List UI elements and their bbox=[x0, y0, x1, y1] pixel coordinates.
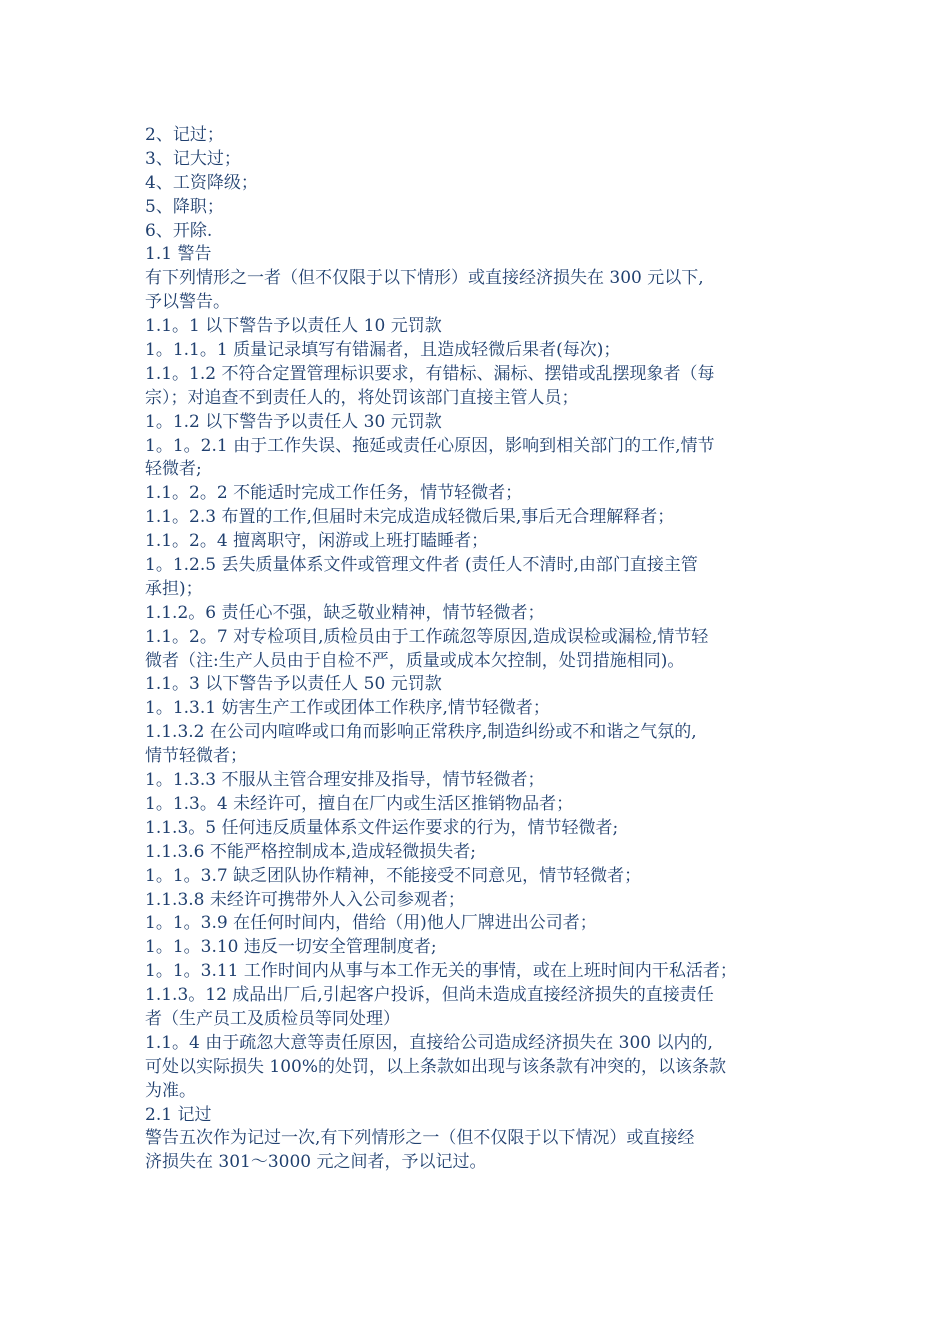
text-line: 可处以实际损失 100%的处罚，以上条款如出现与该条款有冲突的，以该条款 bbox=[145, 1056, 727, 1077]
text-line: 1。1。3.11 工作时间内从事与本工作无关的事情，或在上班时间内干私活者； bbox=[145, 961, 737, 982]
text-line: 1.1.3.8 未经许可携带外人入公司参观者； bbox=[145, 889, 465, 910]
text-line: 者（生产员工及质检员等同处理） bbox=[145, 1008, 400, 1029]
text-line: 济损失在 301～3000 元之间者，予以记过。 bbox=[145, 1152, 487, 1173]
text-line: 为准。 bbox=[145, 1080, 196, 1101]
text-line: 1。1.2 以下警告予以责任人 30 元罚款 bbox=[145, 411, 442, 432]
text-line: 1.1.3。5 任何违反质量体系文件运作要求的行为，情节轻微者; bbox=[145, 817, 619, 838]
text-line: 1.1。2。2 不能适时完成工作任务，情节轻微者； bbox=[145, 483, 523, 504]
text-line: 宗）；对追查不到责任人的，将处罚该部门直接主管人员； bbox=[145, 387, 579, 408]
text-line: 微者（注:生产人员由于自检不严，质量或成本欠控制，处罚措施相同)。 bbox=[145, 650, 685, 671]
text-line: 4、工资降级； bbox=[145, 172, 258, 193]
text-line: 1.1。4 由于疏忽大意等责任原因，直接给公司造成经济损失在 300 以内的, bbox=[145, 1032, 713, 1053]
text-line: 有下列情形之一者（但不仅限于以下情形）或直接经济损失在 300 元以下, bbox=[145, 268, 704, 289]
text-line: 1.1 警告 bbox=[145, 244, 212, 265]
text-line: 情节轻微者； bbox=[145, 746, 247, 767]
text-line: 1.1.3.6 不能严格控制成本,造成轻微损失者; bbox=[145, 841, 477, 862]
text-line: 1。1.3.3 不服从主管合理安排及指导，情节轻微者； bbox=[145, 770, 545, 791]
text-line: 1.1。3 以下警告予以责任人 50 元罚款 bbox=[145, 674, 442, 695]
text-line: 1。1。3.10 违反一切安全管理制度者; bbox=[145, 937, 437, 958]
text-line: 5、降职； bbox=[145, 196, 224, 217]
text-line: 1。1.3.1 妨害生产工作或团体工作秩序,情节轻微者； bbox=[145, 698, 550, 719]
text-line: 1。1.1。1 质量记录填写有错漏者，且造成轻微后果者(每次)； bbox=[145, 340, 621, 361]
text-line: 1。1.2.5 丢失质量体系文件或管理文件者 (责任人不清时,由部门直接主管 bbox=[145, 555, 698, 576]
text-line: 轻微者; bbox=[145, 459, 202, 480]
text-line: 警告五次作为记过一次,有下列情形之一（但不仅限于以下情况）或直接经 bbox=[145, 1128, 695, 1149]
text-line: 1.1.3.2 在公司内喧哗或口角而影响正常秩序,制造纠纷或不和谐之气氛的, bbox=[145, 722, 697, 743]
text-line: 予以警告。 bbox=[145, 292, 230, 313]
text-line: 1。1。3.7 缺乏团队协作精神，不能接受不同意见，情节轻微者； bbox=[145, 865, 642, 886]
text-line: 1.1。1 以下警告予以责任人 10 元罚款 bbox=[145, 316, 442, 337]
text-line: 6、开除. bbox=[145, 220, 213, 241]
text-line: 2、记过； bbox=[145, 125, 224, 145]
text-line: 承担)； bbox=[145, 578, 203, 599]
text-line: 1。1。3.9 在任何时间内，借给（用)他人厂牌进出公司者； bbox=[145, 913, 597, 934]
document-body bbox=[145, 124, 825, 1175]
text-line: 1.1。1.2 不符合定置管理标识要求，有错标、漏标、摆错或乱摆现象者（每 bbox=[145, 363, 715, 384]
text-line: 1.1.2。6 责任心不强，缺乏敬业精神，情节轻微者； bbox=[145, 602, 545, 623]
text-line: 2.1 记过 bbox=[145, 1104, 212, 1125]
text-line: 1.1。2。4 擅离职守，闲游或上班打瞌睡者； bbox=[145, 531, 489, 552]
text-line: 1.1。2。7 对专检项目,质检员由于工作疏忽等原因,造成误检或漏检,情节轻 bbox=[145, 626, 709, 647]
text-line: 1.1.3。12 成品出厂后,引起客户投诉，但尚未造成直接经济损失的直接责任 bbox=[145, 985, 714, 1006]
text-line: 1。1。2.1 由于工作失误、拖延或责任心原因，影响到相关部门的工作,情节 bbox=[145, 435, 715, 456]
text-line: 3、记大过； bbox=[145, 148, 241, 169]
text-line: 1。1.3。4 未经许可，擅自在厂内或生活区推销物品者； bbox=[145, 793, 574, 814]
text-line: 1.1。2.3 布置的工作,但届时未完成造成轻微后果,事后无合理解释者； bbox=[145, 507, 675, 528]
